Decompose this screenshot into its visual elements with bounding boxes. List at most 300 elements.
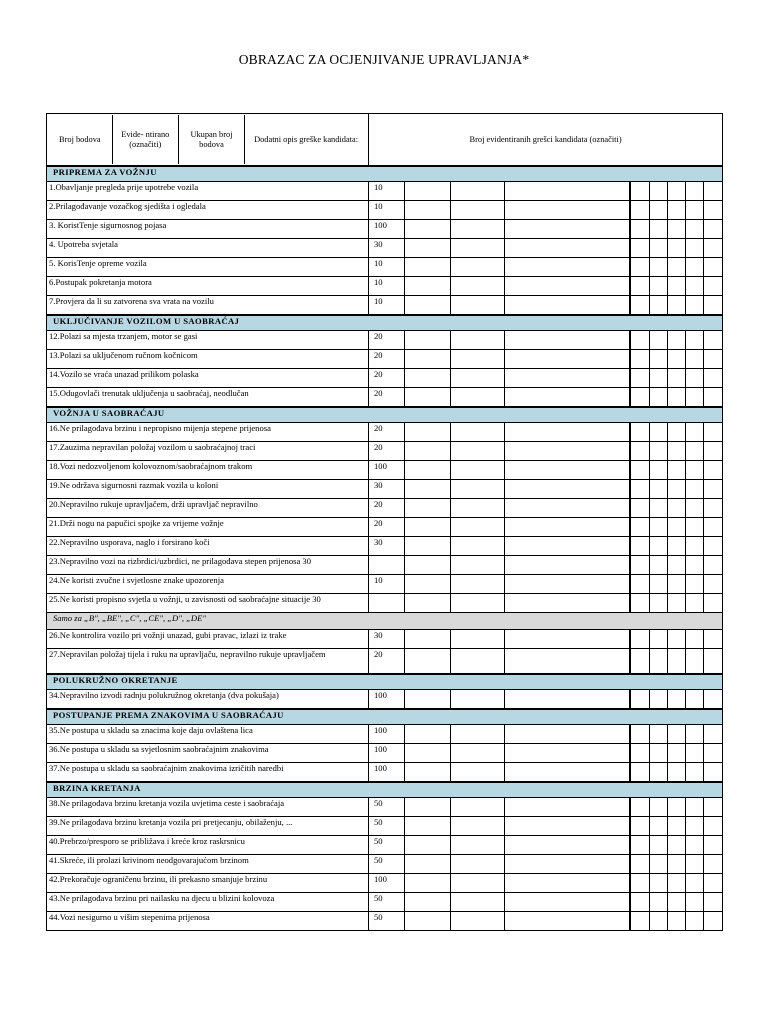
total-cell[interactable]: [451, 201, 505, 220]
error-mark-cell[interactable]: [668, 369, 686, 388]
recorded-cell[interactable]: [405, 630, 451, 649]
recorded-cell[interactable]: [405, 277, 451, 296]
category-subheading: Samo za „B", „BE", „C", „CE", „D", „DE": [47, 613, 723, 630]
error-mark-cell[interactable]: [668, 442, 686, 461]
description-cell[interactable]: [505, 369, 630, 388]
error-mark-cell[interactable]: [650, 649, 668, 675]
error-mark-cell[interactable]: [650, 912, 668, 931]
description-cell[interactable]: [505, 855, 630, 874]
error-mark-cell[interactable]: [704, 744, 723, 763]
table-row: [47, 594, 723, 613]
error-mark-cell[interactable]: [650, 182, 668, 201]
criterion-label: 13.Polazi sa uključenom ručnom kočnicom: [47, 350, 369, 369]
error-mark-cell[interactable]: [704, 874, 723, 893]
total-cell[interactable]: [451, 369, 505, 388]
description-cell[interactable]: [505, 480, 630, 499]
error-mark-cell[interactable]: [630, 258, 650, 277]
error-mark-cell[interactable]: [686, 798, 704, 817]
error-mark-cell[interactable]: [686, 331, 704, 350]
total-cell[interactable]: [451, 461, 505, 480]
error-mark-cell[interactable]: [686, 258, 704, 277]
total-cell[interactable]: [451, 874, 505, 893]
error-mark-cell[interactable]: [650, 369, 668, 388]
section-title: BRZINA KRETANJA: [47, 782, 723, 798]
error-mark-cell[interactable]: [668, 461, 686, 480]
error-mark-cell[interactable]: [630, 239, 650, 258]
total-cell[interactable]: [451, 331, 505, 350]
error-mark-cell[interactable]: [668, 594, 686, 613]
error-mark-cell[interactable]: [686, 296, 704, 316]
description-cell[interactable]: [505, 556, 630, 575]
error-mark-cell[interactable]: [704, 690, 723, 710]
description-cell[interactable]: [505, 239, 630, 258]
error-mark-cell[interactable]: [630, 499, 650, 518]
error-mark-cell[interactable]: [650, 480, 668, 499]
error-mark-cell[interactable]: [650, 461, 668, 480]
recorded-cell[interactable]: [405, 350, 451, 369]
error-mark-cell[interactable]: [650, 258, 668, 277]
error-mark-cell[interactable]: [668, 690, 686, 710]
header-errors: Broj evidentiranih grešci kandidata (označiti): [369, 114, 723, 167]
description-cell[interactable]: [505, 350, 630, 369]
description-cell[interactable]: [505, 442, 630, 461]
points-value: 10: [369, 201, 405, 220]
error-mark-cell[interactable]: [704, 277, 723, 296]
recorded-cell[interactable]: [405, 182, 451, 201]
error-mark-cell[interactable]: [630, 480, 650, 499]
error-mark-cell[interactable]: [630, 763, 650, 783]
error-mark-cell[interactable]: [650, 556, 668, 575]
error-mark-cell[interactable]: [650, 575, 668, 594]
error-mark-cell[interactable]: [686, 725, 704, 744]
error-mark-cell[interactable]: [704, 258, 723, 277]
error-mark-cell[interactable]: [668, 798, 686, 817]
criterion-label: 34.Nepravilno izvodi radnju polukružnog okretanja (dva pokušaja): [47, 690, 369, 710]
recorded-cell[interactable]: [405, 423, 451, 442]
error-mark-cell[interactable]: [668, 201, 686, 220]
total-cell[interactable]: [451, 855, 505, 874]
points-value: 30: [369, 630, 405, 649]
recorded-cell[interactable]: [405, 725, 451, 744]
error-mark-cell[interactable]: [704, 836, 723, 855]
recorded-cell[interactable]: [405, 220, 451, 239]
error-mark-cell[interactable]: [668, 277, 686, 296]
recorded-cell[interactable]: [405, 744, 451, 763]
total-cell[interactable]: [451, 836, 505, 855]
error-mark-cell[interactable]: [668, 518, 686, 537]
table-row: [47, 817, 723, 836]
error-mark-cell[interactable]: [686, 388, 704, 408]
description-cell[interactable]: [505, 518, 630, 537]
error-mark-cell[interactable]: [686, 893, 704, 912]
header-total: Ukupan broj bodova: [178, 115, 244, 164]
error-mark-cell[interactable]: [686, 575, 704, 594]
error-mark-cell[interactable]: [650, 893, 668, 912]
recorded-cell[interactable]: [405, 575, 451, 594]
header-description: Dodatni opis greške kandidata:: [245, 115, 367, 164]
error-mark-cell[interactable]: [650, 725, 668, 744]
error-mark-cell[interactable]: [668, 855, 686, 874]
error-mark-cell[interactable]: [630, 798, 650, 817]
description-cell[interactable]: [505, 725, 630, 744]
error-mark-cell[interactable]: [630, 893, 650, 912]
error-mark-cell[interactable]: [650, 518, 668, 537]
total-cell[interactable]: [451, 499, 505, 518]
error-mark-cell[interactable]: [650, 350, 668, 369]
table-row: [47, 499, 723, 518]
error-mark-cell[interactable]: [630, 461, 650, 480]
error-mark-cell[interactable]: [630, 350, 650, 369]
error-mark-cell[interactable]: [686, 423, 704, 442]
error-mark-cell[interactable]: [630, 744, 650, 763]
description-cell[interactable]: [505, 630, 630, 649]
description-cell[interactable]: [505, 277, 630, 296]
error-mark-cell[interactable]: [668, 744, 686, 763]
description-cell[interactable]: [505, 182, 630, 201]
error-mark-cell[interactable]: [668, 630, 686, 649]
error-mark-cell[interactable]: [650, 201, 668, 220]
error-mark-cell[interactable]: [668, 893, 686, 912]
error-mark-cell[interactable]: [686, 874, 704, 893]
recorded-cell[interactable]: [405, 239, 451, 258]
recorded-cell[interactable]: [405, 296, 451, 316]
error-mark-cell[interactable]: [650, 277, 668, 296]
description-cell[interactable]: [505, 763, 630, 783]
total-cell[interactable]: [451, 575, 505, 594]
error-mark-cell[interactable]: [704, 461, 723, 480]
recorded-cell[interactable]: [405, 912, 451, 931]
description-cell[interactable]: [505, 575, 630, 594]
points-value: 30: [369, 239, 405, 258]
recorded-cell[interactable]: [405, 690, 451, 710]
error-mark-cell[interactable]: [650, 442, 668, 461]
recorded-cell[interactable]: [405, 893, 451, 912]
error-mark-cell[interactable]: [650, 239, 668, 258]
error-mark-cell[interactable]: [686, 744, 704, 763]
description-cell[interactable]: [505, 296, 630, 316]
error-mark-cell[interactable]: [668, 296, 686, 316]
recorded-cell[interactable]: [405, 499, 451, 518]
error-mark-cell[interactable]: [704, 201, 723, 220]
description-cell[interactable]: [505, 817, 630, 836]
recorded-cell[interactable]: [405, 258, 451, 277]
error-mark-cell[interactable]: [650, 798, 668, 817]
error-mark-cell[interactable]: [668, 649, 686, 675]
recorded-cell[interactable]: [405, 874, 451, 893]
error-mark-cell[interactable]: [630, 331, 650, 350]
total-cell[interactable]: [451, 817, 505, 836]
total-cell[interactable]: [451, 798, 505, 817]
error-mark-cell[interactable]: [704, 350, 723, 369]
total-cell[interactable]: [451, 423, 505, 442]
error-mark-cell[interactable]: [704, 594, 723, 613]
error-mark-cell[interactable]: [704, 817, 723, 836]
recorded-cell[interactable]: [405, 817, 451, 836]
error-mark-cell[interactable]: [686, 630, 704, 649]
criterion-label: 16.Ne prilagođava brzinu i nepropisno mijenja stepene prijenosa: [47, 423, 369, 442]
error-mark-cell[interactable]: [668, 817, 686, 836]
error-mark-cell[interactable]: [668, 220, 686, 239]
error-mark-cell[interactable]: [704, 388, 723, 408]
description-cell[interactable]: [505, 461, 630, 480]
error-mark-cell[interactable]: [630, 725, 650, 744]
error-mark-cell[interactable]: [686, 855, 704, 874]
error-mark-cell[interactable]: [650, 744, 668, 763]
error-mark-cell[interactable]: [650, 499, 668, 518]
error-mark-cell[interactable]: [650, 537, 668, 556]
total-cell[interactable]: [451, 744, 505, 763]
recorded-cell[interactable]: [405, 594, 451, 613]
total-cell[interactable]: [451, 277, 505, 296]
error-mark-cell[interactable]: [704, 537, 723, 556]
error-mark-cell[interactable]: [650, 690, 668, 710]
description-cell[interactable]: [505, 388, 630, 408]
error-mark-cell[interactable]: [630, 518, 650, 537]
error-mark-cell[interactable]: [668, 182, 686, 201]
error-mark-cell[interactable]: [668, 537, 686, 556]
table-header-row: [47, 114, 723, 167]
criterion-label: 39.Ne prilagođava brzinu kretanja vozila pri pretjecanju, obilaženju, ...: [47, 817, 369, 836]
total-cell[interactable]: [451, 480, 505, 499]
table-row: [47, 725, 723, 744]
description-cell[interactable]: [505, 331, 630, 350]
total-cell[interactable]: [451, 912, 505, 931]
error-mark-cell[interactable]: [668, 423, 686, 442]
error-mark-cell[interactable]: [686, 556, 704, 575]
total-cell[interactable]: [451, 296, 505, 316]
recorded-cell[interactable]: [405, 836, 451, 855]
error-mark-cell[interactable]: [650, 594, 668, 613]
description-cell[interactable]: [505, 744, 630, 763]
error-mark-cell[interactable]: [668, 556, 686, 575]
error-mark-cell[interactable]: [650, 296, 668, 316]
total-cell[interactable]: [451, 630, 505, 649]
recorded-cell[interactable]: [405, 763, 451, 783]
recorded-cell[interactable]: [405, 388, 451, 408]
criterion-label: 7.Provjera da li su zatvorena sva vrata na vozilu: [47, 296, 369, 316]
recorded-cell[interactable]: [405, 201, 451, 220]
error-mark-cell[interactable]: [630, 369, 650, 388]
error-mark-cell[interactable]: [668, 331, 686, 350]
error-mark-cell[interactable]: [630, 201, 650, 220]
total-cell[interactable]: [451, 556, 505, 575]
recorded-cell[interactable]: [405, 537, 451, 556]
description-cell[interactable]: [505, 499, 630, 518]
error-mark-cell[interactable]: [668, 763, 686, 783]
recorded-cell[interactable]: [405, 556, 451, 575]
error-mark-cell[interactable]: [630, 182, 650, 201]
description-cell[interactable]: [505, 258, 630, 277]
description-cell[interactable]: [505, 201, 630, 220]
error-mark-cell[interactable]: [650, 630, 668, 649]
total-cell[interactable]: [451, 258, 505, 277]
error-mark-cell[interactable]: [650, 874, 668, 893]
table-row: [47, 744, 723, 763]
description-cell[interactable]: [505, 690, 630, 710]
total-cell[interactable]: [451, 893, 505, 912]
error-mark-cell[interactable]: [650, 855, 668, 874]
error-mark-cell[interactable]: [686, 817, 704, 836]
error-mark-cell[interactable]: [650, 220, 668, 239]
error-mark-cell[interactable]: [630, 817, 650, 836]
description-cell[interactable]: [505, 836, 630, 855]
error-mark-cell[interactable]: [630, 855, 650, 874]
total-cell[interactable]: [451, 239, 505, 258]
description-cell[interactable]: [505, 798, 630, 817]
total-cell[interactable]: [451, 220, 505, 239]
error-mark-cell[interactable]: [630, 649, 650, 675]
total-cell[interactable]: [451, 763, 505, 783]
error-mark-cell[interactable]: [704, 518, 723, 537]
total-cell[interactable]: [451, 388, 505, 408]
total-cell[interactable]: [451, 690, 505, 710]
error-mark-cell[interactable]: [686, 480, 704, 499]
recorded-cell[interactable]: [405, 442, 451, 461]
error-mark-cell[interactable]: [668, 258, 686, 277]
error-mark-cell[interactable]: [686, 461, 704, 480]
error-mark-cell[interactable]: [704, 220, 723, 239]
total-cell[interactable]: [451, 537, 505, 556]
error-mark-cell[interactable]: [704, 912, 723, 931]
criterion-label: 41.Skreće, ili prolazi krivinom neodgovarajućom brzinom: [47, 855, 369, 874]
error-mark-cell[interactable]: [704, 423, 723, 442]
recorded-cell[interactable]: [405, 480, 451, 499]
error-mark-cell[interactable]: [704, 855, 723, 874]
error-mark-cell[interactable]: [704, 296, 723, 316]
error-mark-cell[interactable]: [704, 649, 723, 675]
description-cell[interactable]: [505, 537, 630, 556]
error-mark-cell[interactable]: [630, 556, 650, 575]
recorded-cell[interactable]: [405, 461, 451, 480]
error-mark-cell[interactable]: [686, 182, 704, 201]
error-mark-cell[interactable]: [704, 556, 723, 575]
error-mark-cell[interactable]: [704, 725, 723, 744]
recorded-cell[interactable]: [405, 855, 451, 874]
error-mark-cell[interactable]: [704, 893, 723, 912]
table-row: [47, 461, 723, 480]
total-cell[interactable]: [451, 442, 505, 461]
error-mark-cell[interactable]: [630, 874, 650, 893]
error-mark-cell[interactable]: [704, 369, 723, 388]
error-mark-cell[interactable]: [686, 277, 704, 296]
error-mark-cell[interactable]: [630, 296, 650, 316]
error-mark-cell[interactable]: [704, 499, 723, 518]
recorded-cell[interactable]: [405, 798, 451, 817]
error-mark-cell[interactable]: [686, 690, 704, 710]
recorded-cell[interactable]: [405, 518, 451, 537]
error-mark-cell[interactable]: [630, 442, 650, 461]
error-mark-cell[interactable]: [668, 499, 686, 518]
error-mark-cell[interactable]: [686, 763, 704, 783]
error-mark-cell[interactable]: [704, 480, 723, 499]
error-mark-cell[interactable]: [650, 817, 668, 836]
error-mark-cell[interactable]: [686, 350, 704, 369]
error-mark-cell[interactable]: [630, 423, 650, 442]
recorded-cell[interactable]: [405, 331, 451, 350]
criterion-label: 27.Nepravilan položaj tijela i ruku na upravljaču, nepravilno rukuje upravljačem: [47, 649, 369, 675]
total-cell[interactable]: [451, 725, 505, 744]
description-cell[interactable]: [505, 423, 630, 442]
criterion-label: 12.Polazi sa mjesta trzanjem, motor se gasi: [47, 331, 369, 350]
error-mark-cell[interactable]: [630, 594, 650, 613]
error-mark-cell[interactable]: [668, 874, 686, 893]
error-mark-cell[interactable]: [630, 912, 650, 931]
error-mark-cell[interactable]: [704, 763, 723, 783]
description-cell[interactable]: [505, 874, 630, 893]
error-mark-cell[interactable]: [686, 239, 704, 258]
total-cell[interactable]: [451, 350, 505, 369]
error-mark-cell[interactable]: [630, 575, 650, 594]
description-cell[interactable]: [505, 594, 630, 613]
error-mark-cell[interactable]: [686, 537, 704, 556]
error-mark-cell[interactable]: [650, 763, 668, 783]
error-mark-cell[interactable]: [630, 690, 650, 710]
error-mark-cell[interactable]: [668, 239, 686, 258]
error-mark-cell[interactable]: [704, 575, 723, 594]
description-cell[interactable]: [505, 649, 630, 675]
error-mark-cell[interactable]: [668, 480, 686, 499]
error-mark-cell[interactable]: [686, 369, 704, 388]
total-cell[interactable]: [451, 518, 505, 537]
error-mark-cell[interactable]: [630, 630, 650, 649]
error-mark-cell[interactable]: [630, 388, 650, 408]
error-mark-cell[interactable]: [686, 201, 704, 220]
error-mark-cell[interactable]: [650, 331, 668, 350]
error-mark-cell[interactable]: [630, 537, 650, 556]
error-mark-cell[interactable]: [686, 912, 704, 931]
error-mark-cell[interactable]: [704, 182, 723, 201]
recorded-cell[interactable]: [405, 649, 451, 675]
error-mark-cell[interactable]: [650, 423, 668, 442]
total-cell[interactable]: [451, 182, 505, 201]
error-mark-cell[interactable]: [650, 388, 668, 408]
error-mark-cell[interactable]: [704, 239, 723, 258]
description-cell[interactable]: [505, 912, 630, 931]
error-mark-cell[interactable]: [686, 836, 704, 855]
error-mark-cell[interactable]: [686, 220, 704, 239]
error-mark-cell[interactable]: [630, 836, 650, 855]
error-mark-cell[interactable]: [686, 649, 704, 675]
criterion-label: 18.Vozi nedozvoljenom kolovoznom/saobraćajnom trakom: [47, 461, 369, 480]
criterion-label: 3. KoristTenje sigurnosnog pojasa: [47, 220, 369, 239]
error-mark-cell[interactable]: [686, 499, 704, 518]
error-mark-cell[interactable]: [630, 220, 650, 239]
error-mark-cell[interactable]: [686, 518, 704, 537]
error-mark-cell[interactable]: [668, 388, 686, 408]
error-mark-cell[interactable]: [650, 836, 668, 855]
error-mark-cell[interactable]: [704, 798, 723, 817]
error-mark-cell[interactable]: [704, 630, 723, 649]
description-cell[interactable]: [505, 893, 630, 912]
recorded-cell[interactable]: [405, 369, 451, 388]
error-mark-cell[interactable]: [668, 350, 686, 369]
error-mark-cell[interactable]: [668, 912, 686, 931]
error-mark-cell[interactable]: [668, 575, 686, 594]
criterion-label: 44.Vozi nesigurno u višim stepenima prijenosa: [47, 912, 369, 931]
error-mark-cell[interactable]: [686, 442, 704, 461]
total-cell[interactable]: [451, 649, 505, 675]
error-mark-cell[interactable]: [630, 277, 650, 296]
error-mark-cell[interactable]: [668, 836, 686, 855]
error-mark-cell[interactable]: [704, 331, 723, 350]
error-mark-cell[interactable]: [704, 442, 723, 461]
points-value: 100: [369, 744, 405, 763]
description-cell[interactable]: [505, 220, 630, 239]
error-mark-cell[interactable]: [668, 725, 686, 744]
total-cell[interactable]: [451, 594, 505, 613]
table-row: [47, 350, 723, 369]
error-mark-cell[interactable]: [686, 594, 704, 613]
